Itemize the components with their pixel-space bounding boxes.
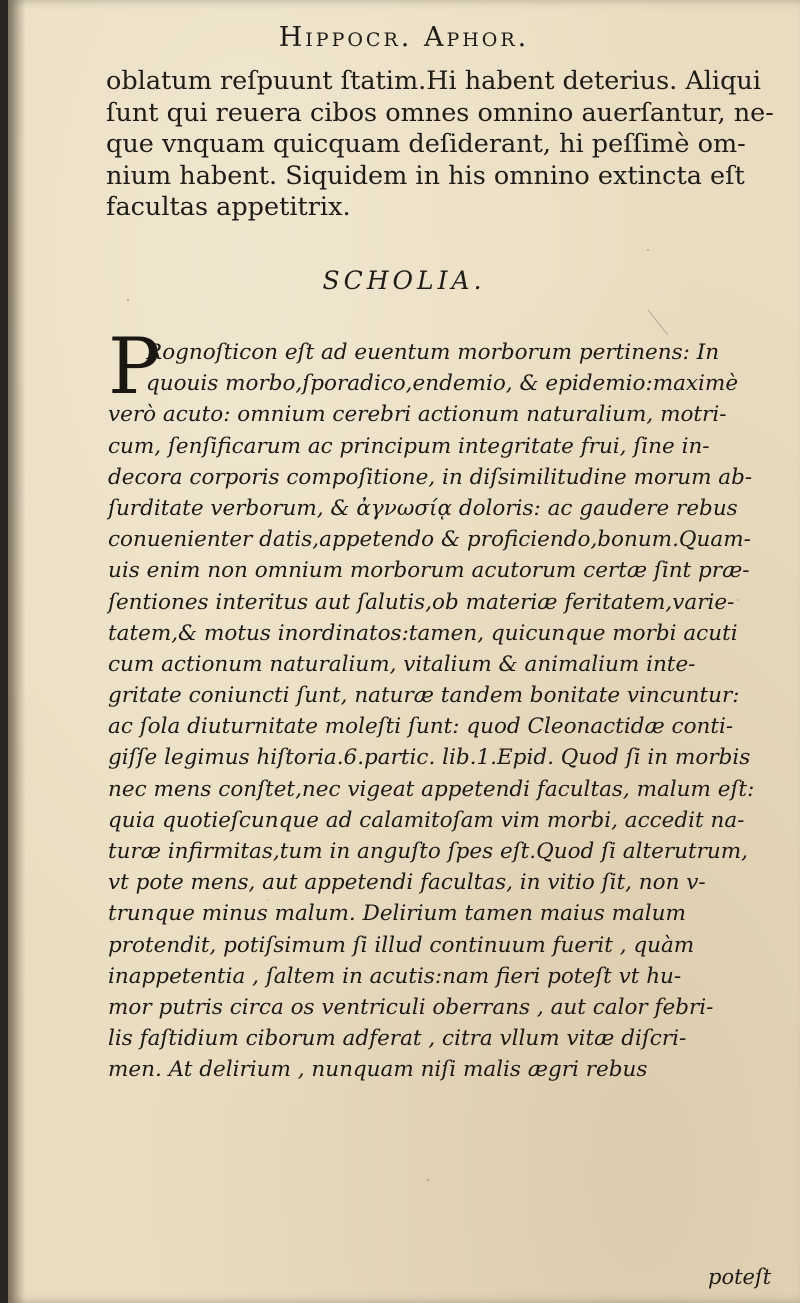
scholia-line: protendit, potiſsimum ſi illud continuum fuerit , quàm bbox=[108, 932, 695, 958]
scholia-line: men. At delirium , nunquam niſi malis ægri rebus bbox=[108, 1057, 648, 1083]
book-page bbox=[8, 0, 800, 1303]
aphorism-line: facultas appetitrix. bbox=[106, 192, 351, 222]
aphorism-line: oblatum reſpuunt ſtatim.Hi habent deterius. Aliqui bbox=[106, 66, 761, 96]
scholia-line: uis enim non omnium morborum acutorum certæ ſint præ- bbox=[108, 558, 750, 584]
scholia-line: ſurditate verborum, & ἀγνωσίᾳ doloris: ac gaudere rebus bbox=[108, 495, 738, 521]
running-head: Hippocr. Aphor. bbox=[278, 22, 530, 53]
scholia-line: tatem,& motus inordinatos:tamen, quicunque morbi acuti bbox=[108, 620, 738, 646]
scholia-line: Rognoſticon eſt ad euentum morborum pertinens: In bbox=[146, 340, 720, 365]
scholia-line: ac ſola diuturnitate moleſti ſunt: quod Cleonactidæ conti- bbox=[108, 714, 734, 740]
section-heading: SCHOLIA. bbox=[322, 266, 486, 295]
scholia-line: vt pote mens, aut appetendi facultas, in vitio ſit, non v- bbox=[108, 870, 706, 896]
scholia-line: giſſe legimus hiſtoria.6.partic. lib.1.Epid. Quod ſi in morbis bbox=[108, 745, 751, 771]
scholia-line: mor putris circa os ventriculi oberrans , aut calor febri- bbox=[108, 994, 714, 1020]
scholia-line: inappetentia , ſaltem in acutis:nam fieri poteſt vt hu- bbox=[108, 963, 682, 989]
scholia-line: lis faſtidium ciborum adferat , citra vllum vitæ diſcri- bbox=[108, 1026, 687, 1052]
scholia-line: decora corporis compoſitione, in diſsimilitudine morum ab- bbox=[108, 464, 753, 490]
scholia-line: quouis morbo,ſporadico,endemio, & epidemio:maximè bbox=[146, 371, 739, 397]
drop-cap-initial: P bbox=[108, 322, 161, 412]
scholia-line: quia quotieſcunque ad calamitoſam vim morbi, accedit na- bbox=[108, 807, 745, 833]
catchword: poteſt bbox=[708, 1265, 772, 1289]
aphorism-line: que vnquam quicquam deſiderant, hi peſſimè om- bbox=[106, 129, 746, 159]
scholia-line: gritate coniuncti ſunt, naturæ tandem bonitate vincuntur: bbox=[108, 683, 740, 709]
aphorism-line: ſunt qui reuera cibos omnes omnino auerſantur, ne- bbox=[106, 97, 774, 128]
scholia-text bbox=[108, 337, 788, 1086]
scholia-line: ſentiones interitus aut ſalutis,ob materiæ feritatem,varie- bbox=[108, 589, 735, 615]
scholia-line: trunque minus malum. Delirium tamen maius malum bbox=[108, 901, 686, 927]
scholia-line: turæ infirmitas,tum in anguſto ſpes eſt.Quod ſi alterutrum, bbox=[108, 839, 748, 864]
aphorism-text bbox=[106, 66, 786, 224]
spine-shadow bbox=[8, 0, 26, 1303]
scholia-line: verò acuto: omnium cerebri actionum naturalium, motri- bbox=[108, 402, 727, 428]
scholia-line: cum actionum naturalium, vitalium & animalium inte- bbox=[108, 651, 696, 677]
aphorism-line: nium habent. Siquidem in his omnino extincta eſt bbox=[106, 160, 745, 191]
scholia-line: nec mens conſtet,nec vigeat appetendi facultas, malum eſt: bbox=[108, 776, 755, 802]
scholia-line: cum, ſenſificarum ac principum integritate frui, ſine in- bbox=[108, 433, 710, 459]
scholia-line: conuenienter datis,appetendo & proficiendo,bonum.Quam- bbox=[108, 527, 751, 553]
